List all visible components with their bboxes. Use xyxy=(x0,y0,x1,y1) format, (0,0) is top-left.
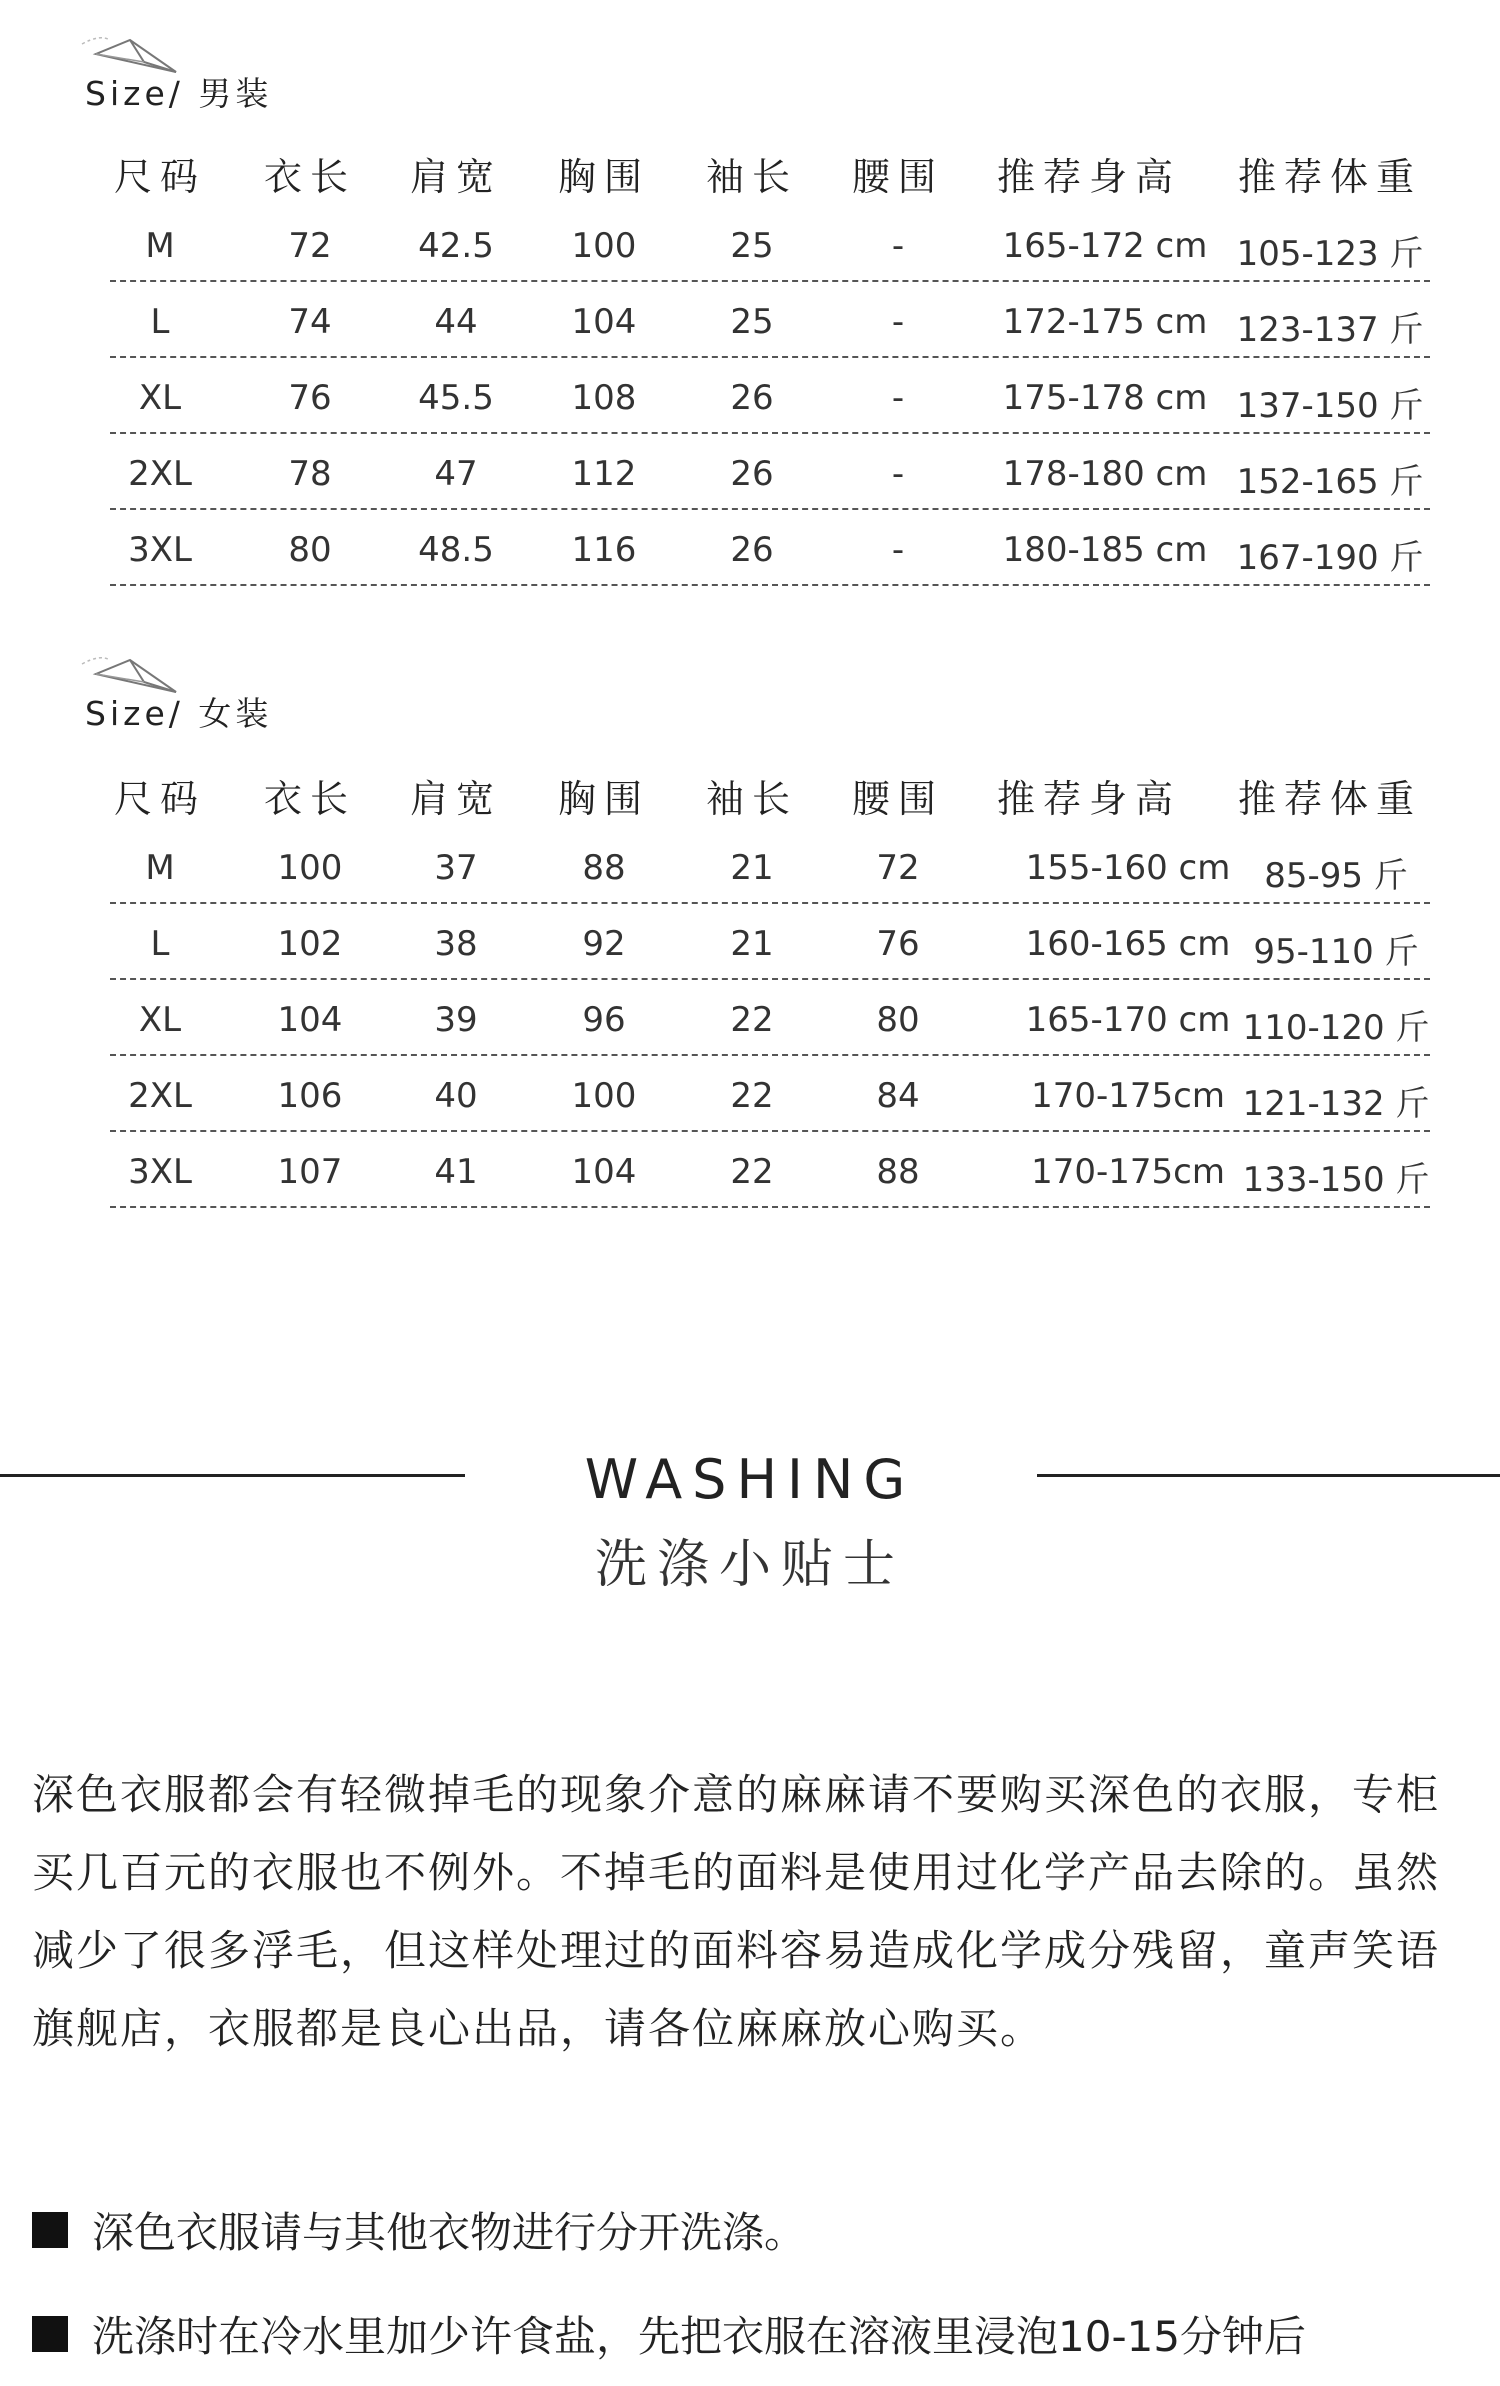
cell-weight: 152-165 斤 xyxy=(1236,462,1424,502)
cell-sleeve: 26 xyxy=(730,454,774,494)
cell-size: L xyxy=(150,924,170,964)
cell-height: 170-175cm xyxy=(1031,1152,1225,1192)
cell-shoulder: 41 xyxy=(434,1152,478,1192)
square-bullet-icon xyxy=(32,2212,68,2248)
cell-shoulder: 44 xyxy=(434,302,478,342)
washing-tips xyxy=(32,2178,1472,2386)
header-weight: 推荐体重 xyxy=(1237,155,1423,199)
cell-length: 72 xyxy=(288,226,332,266)
cell-size: 3XL xyxy=(128,1152,192,1192)
cell-size: XL xyxy=(138,378,182,418)
cell-height: 172-175 cm xyxy=(1002,302,1208,342)
cell-sleeve: 21 xyxy=(730,924,774,964)
cell-size: 2XL xyxy=(128,1076,192,1116)
cell-chest: 100 xyxy=(571,226,637,266)
cell-length: 76 xyxy=(288,378,332,418)
cell-sleeve: 22 xyxy=(730,1152,774,1192)
cell-height: 155-160 cm xyxy=(1025,848,1231,888)
men-size-heading xyxy=(82,32,322,113)
cell-length: 107 xyxy=(277,1152,343,1192)
women-size-heading xyxy=(82,652,322,733)
men-table-body xyxy=(110,206,1430,586)
cell-length: 80 xyxy=(288,530,332,570)
table-row xyxy=(110,510,1430,586)
cell-sleeve: 25 xyxy=(730,302,774,342)
header-shoulder: 肩宽 xyxy=(409,155,503,199)
header-size: 尺码 xyxy=(113,155,207,199)
table-row xyxy=(110,828,1430,904)
table-row xyxy=(110,434,1430,510)
header-shoulder: 肩宽 xyxy=(409,777,503,821)
women-size-table xyxy=(110,768,1430,1208)
washing-subtitle: 洗涤小贴士 xyxy=(594,1535,905,1595)
cell-shoulder: 39 xyxy=(434,1000,478,1040)
washing-paragraph: 深色衣服都会有轻微掉毛的现象介意的麻麻请不要购买深色的衣服，专柜买几百元的衣服也不例外。不掉毛的面料是使用过化学产品去除的。虽然减少了很多浮毛，但这样处理过的面料容易造成化学成分残留，童声笑语旗舰店，衣服都是良心出品，请各位麻麻放心购买。 xyxy=(32,1770,1441,2053)
cell-waist: - xyxy=(891,226,905,266)
cell-height: 170-175cm xyxy=(1031,1076,1225,1116)
cell-sleeve: 22 xyxy=(730,1000,774,1040)
women-size-label: Size/ 女装 xyxy=(85,694,273,733)
cell-size: 2XL xyxy=(128,454,192,494)
cell-shoulder: 47 xyxy=(434,454,478,494)
cell-chest: 108 xyxy=(571,378,637,418)
table-row xyxy=(110,206,1430,282)
header-waist: 腰围 xyxy=(851,155,945,199)
cell-waist: - xyxy=(891,530,905,570)
header-sleeve: 袖长 xyxy=(705,777,799,821)
cell-sleeve: 22 xyxy=(730,1076,774,1116)
cell-shoulder: 38 xyxy=(434,924,478,964)
cell-weight: 123-137 斤 xyxy=(1236,310,1424,350)
tip-text: 深色衣服请与其他衣物进行分开洗涤。 xyxy=(92,2208,807,2257)
cell-chest: 92 xyxy=(582,924,626,964)
cell-length: 102 xyxy=(277,924,343,964)
tip-text: 洗涤时在冷水里加少许食盐，先把衣服在溶液里浸泡10-15分钟后 xyxy=(92,2312,1307,2361)
table-row xyxy=(110,282,1430,358)
cell-weight: 121-132 斤 xyxy=(1242,1084,1430,1124)
table-row xyxy=(110,980,1430,1056)
header-size: 尺码 xyxy=(113,777,207,821)
cell-height: 178-180 cm xyxy=(1002,454,1208,494)
header-height: 推荐身高 xyxy=(996,155,1182,199)
cell-shoulder: 48.5 xyxy=(418,530,494,570)
cell-waist: 80 xyxy=(876,1000,920,1040)
table-row xyxy=(110,1132,1430,1208)
cell-height: 180-185 cm xyxy=(1002,530,1208,570)
cell-sleeve: 26 xyxy=(730,530,774,570)
washing-title: WASHING xyxy=(584,1448,916,1511)
men-size-table xyxy=(110,146,1430,586)
cell-length: 106 xyxy=(277,1076,343,1116)
cell-height: 175-178 cm xyxy=(1002,378,1208,418)
cell-chest: 104 xyxy=(571,302,637,342)
cell-size: M xyxy=(145,848,175,888)
list-item xyxy=(32,2178,1472,2282)
cell-length: 78 xyxy=(288,454,332,494)
cell-size: M xyxy=(145,226,175,266)
cell-sleeve: 26 xyxy=(730,378,774,418)
header-chest: 胸围 xyxy=(557,777,651,821)
square-bullet-icon xyxy=(32,2316,68,2352)
men-table-header xyxy=(110,146,1430,206)
list-item xyxy=(32,2282,1472,2386)
header-weight: 推荐体重 xyxy=(1237,777,1423,821)
header-waist: 腰围 xyxy=(851,777,945,821)
table-row xyxy=(110,904,1430,980)
cell-chest: 96 xyxy=(582,1000,626,1040)
cell-size: L xyxy=(150,302,170,342)
cell-waist: - xyxy=(891,378,905,418)
cell-shoulder: 42.5 xyxy=(418,226,494,266)
header-length: 衣长 xyxy=(263,155,357,199)
cell-length: 104 xyxy=(277,1000,343,1040)
cell-shoulder: 37 xyxy=(434,848,478,888)
cell-weight: 95-110 斤 xyxy=(1253,932,1419,972)
cell-weight: 133-150 斤 xyxy=(1242,1160,1430,1200)
cell-waist: - xyxy=(891,454,905,494)
table-row xyxy=(110,1056,1430,1132)
women-table-body xyxy=(110,828,1430,1208)
cell-weight: 85-95 斤 xyxy=(1264,856,1408,896)
header-chest: 胸围 xyxy=(557,155,651,199)
cell-height: 160-165 cm xyxy=(1025,924,1231,964)
cell-chest: 100 xyxy=(571,1076,637,1116)
cell-weight: 110-120 斤 xyxy=(1242,1008,1430,1048)
cell-size: 3XL xyxy=(128,530,192,570)
cell-size: XL xyxy=(138,1000,182,1040)
cell-shoulder: 45.5 xyxy=(418,378,494,418)
cell-waist: 84 xyxy=(876,1076,920,1116)
cell-waist: 72 xyxy=(876,848,920,888)
washing-header xyxy=(0,1440,1500,1600)
cell-shoulder: 40 xyxy=(434,1076,478,1116)
cell-height: 165-170 cm xyxy=(1025,1000,1231,1040)
table-row xyxy=(110,358,1430,434)
cell-chest: 104 xyxy=(571,1152,637,1192)
cell-length: 100 xyxy=(277,848,343,888)
cell-sleeve: 21 xyxy=(730,848,774,888)
cell-weight: 137-150 斤 xyxy=(1236,386,1424,426)
cell-sleeve: 25 xyxy=(730,226,774,266)
header-length: 衣长 xyxy=(263,777,357,821)
cell-length: 74 xyxy=(288,302,332,342)
cell-weight: 167-190 斤 xyxy=(1236,538,1424,578)
cell-waist: 76 xyxy=(876,924,920,964)
header-height: 推荐身高 xyxy=(996,777,1182,821)
cell-weight: 105-123 斤 xyxy=(1236,234,1424,274)
header-sleeve: 袖长 xyxy=(705,155,799,199)
cell-waist: 88 xyxy=(876,1152,920,1192)
cell-height: 165-172 cm xyxy=(1002,226,1208,266)
cell-chest: 88 xyxy=(582,848,626,888)
cell-chest: 112 xyxy=(571,454,637,494)
cell-waist: - xyxy=(891,302,905,342)
men-size-label: Size/ 男装 xyxy=(85,74,273,113)
women-table-header xyxy=(110,768,1430,828)
cell-chest: 116 xyxy=(571,530,637,570)
